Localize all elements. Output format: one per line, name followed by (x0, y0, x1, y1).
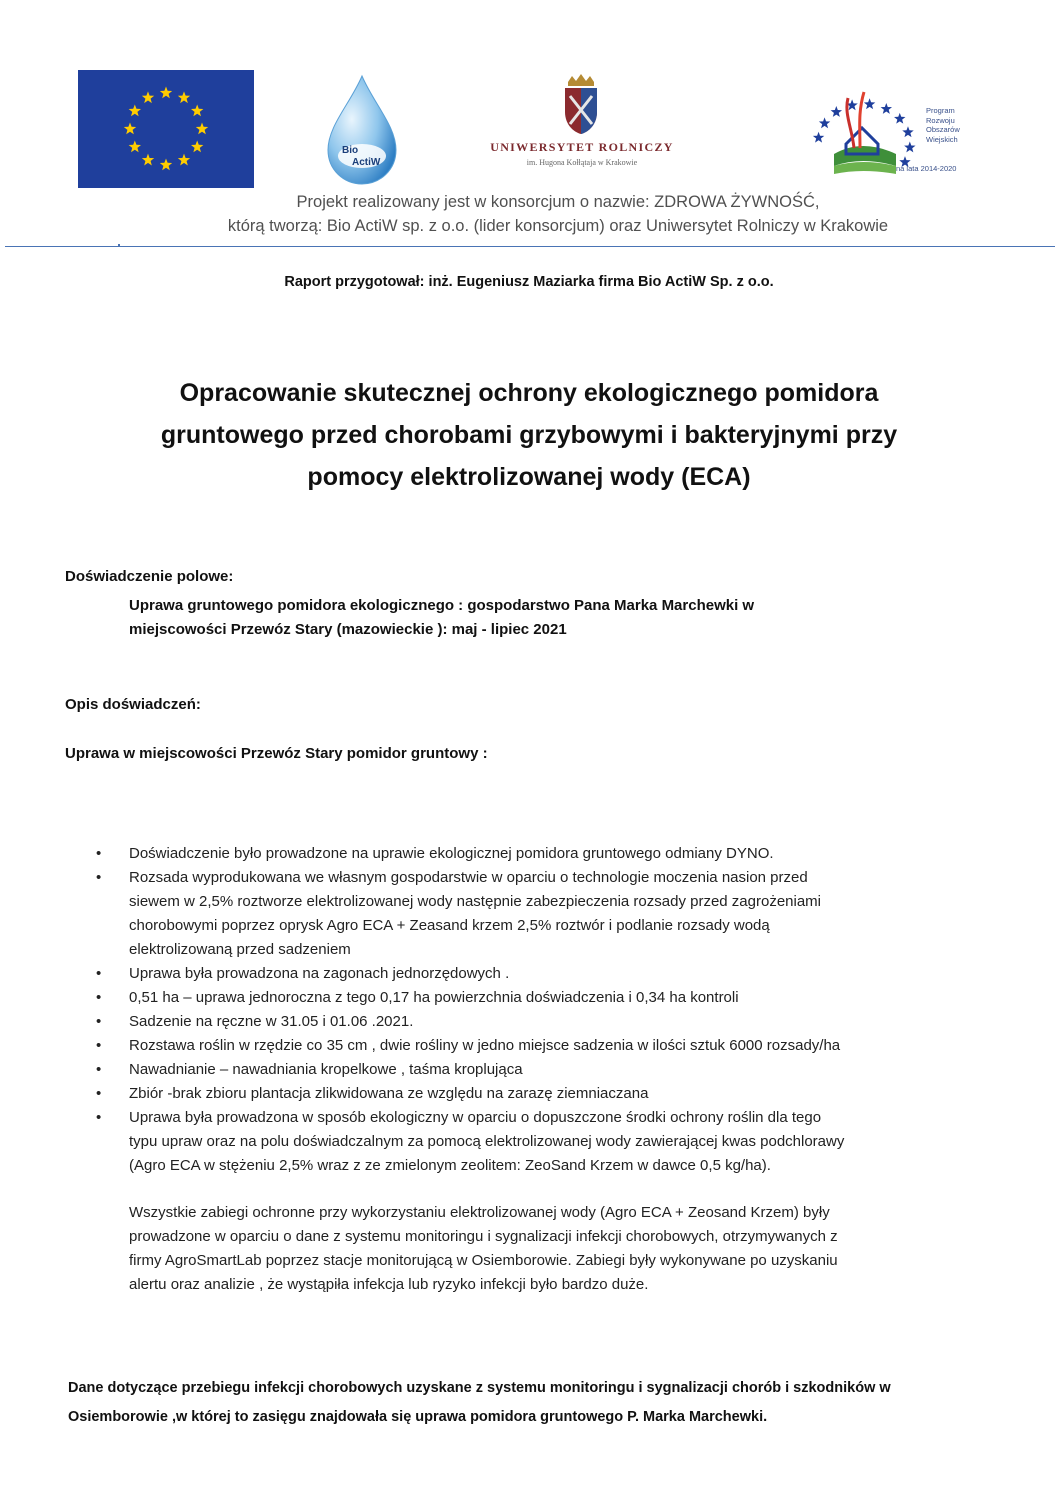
prow-star-icon (881, 103, 892, 114)
report-author: Raport przygotował: inż. Eugeniusz Maziarka firma Bio ActiW Sp. z o.o. (284, 274, 774, 290)
footer-line: Osiemborowie ,w której to zasięgu znajdowała się uprawa pomidora gruntowego P. Marka Marchewki. (68, 1409, 768, 1425)
prow-program-text (926, 106, 960, 144)
prow-text-line: Program (926, 106, 955, 115)
prow-star-icon (894, 113, 905, 124)
paragraph-line: firmy AgroSmartLab poprzez stacje monitorującą w Osiemborowie. Zabiegi były wykonywane po uzyskaniu (129, 1252, 838, 1269)
experiment-description-label: Opis doświadczeń: (65, 696, 201, 713)
title-line: gruntowego przed chorobami grzybowymi i bakteryjnymi przy (160, 421, 898, 449)
eu-star-icon (160, 159, 172, 171)
list-item (96, 1082, 1046, 1106)
list-item-line: chorobowymi poprzez oprysk Agro ECA + Zeasand krzem 2,5% roztwór i podlanie rozsady wodą (129, 917, 770, 934)
list-item (96, 986, 1046, 1010)
prow-star-icon (902, 126, 913, 137)
eu-star-icon (129, 141, 141, 153)
list-item-line: Uprawa była prowadzona na zagonach jednorzędowych . (129, 965, 510, 982)
university-name: UNIWERSYTET ROLNICZY (490, 140, 674, 154)
list-item-line: Zbiór -brak zbioru plantacja zlikwidowana ze względu na zarazę ziemniaczana (129, 1085, 649, 1102)
bullet-list (96, 842, 1046, 1178)
eu-star-icon (129, 105, 141, 117)
consortium-line: którą tworzą: Bio ActiW sp. z o.o. (lider konsorcjum) oraz Uniwersytet Rolniczy w Krakowie (227, 217, 889, 235)
eu-star-icon (191, 141, 203, 153)
list-item-line: Rozstawa roślin w rzędzie co 35 cm , dwie rośliny w jedno miejsce sadzenia w ilości sztuk 6000 rozsady/ha (129, 1037, 841, 1054)
paragraph-line: alertu oraz analizie , że wystąpiła infekcja lub ryzyko infekcji było bardzo duże. (129, 1276, 649, 1293)
bio-logo-text-1: Bio (342, 145, 359, 156)
eu-flag-icon (78, 70, 254, 188)
prow-years: na lata 2014-2020 (896, 164, 957, 173)
field-experiment-line: Uprawa gruntowego pomidora ekologicznego : gospodarstwo Pana Marka Marchewki w (129, 597, 755, 614)
list-item (96, 1010, 1046, 1034)
paragraph-line: prowadzone w oparciu o dane z systemu monitoringu i sygnalizacji infekcji chorobowych, otrzymywanych z (129, 1228, 838, 1245)
bio-logo-text-2: ActiW (352, 157, 381, 168)
cultivation-label: Uprawa w miejscowości Przewóz Stary pomidor gruntowy : (65, 745, 488, 762)
prow-star-icon (904, 141, 915, 152)
prow-star-icon (819, 117, 830, 128)
field-experiment-line: miejscowości Przewóz Stary (mazowieckie ): maj - lipiec 2021 (129, 621, 567, 638)
monitoring-data-heading (68, 1374, 891, 1432)
paragraph-line: Wszystkie zabiegi ochronne przy wykorzystaniu elektrolizowanej wody (Agro ECA + Zeosand Krzem) były (129, 1204, 830, 1221)
page-title (60, 372, 998, 498)
bio-actiw-logo (322, 70, 402, 188)
university-crest-icon (560, 72, 602, 136)
eu-stars-circle (78, 70, 254, 188)
consortium-info (120, 190, 996, 238)
list-item (96, 1106, 1046, 1178)
consortium-line: Projekt realizowany jest w konsorcjum o nazwie: ZDROWA ŻYWNOŚĆ, (296, 193, 820, 211)
title-line: pomocy elektrolizowanej wody (ECA) (307, 463, 751, 491)
list-item-line: 0,51 ha – uprawa jednoroczna z tego 0,17 ha powierzchnia doświadczenia i 0,34 ha kontroli (129, 989, 739, 1006)
list-item-line: typu upraw oraz na polu doświadczalnym za pomocą elektrolizowanej wody zawierającej kwas podchlorawy (129, 1133, 845, 1150)
protection-paragraph (129, 1201, 838, 1297)
prow-text-line: Rozwoju (926, 115, 955, 125)
eu-star-icon (178, 91, 190, 103)
field-experiment-label: Doświadczenie polowe: (65, 568, 234, 585)
title-line: Opracowanie skutecznej ochrony ekologicznego pomidora (179, 379, 879, 407)
university-logo (482, 70, 682, 188)
list-item-line: Nawadnianie – nawadniania kropelkowe , taśma kroplująca (129, 1061, 523, 1078)
header-divider (5, 246, 1055, 247)
list-item (96, 1034, 1046, 1058)
prow-text-line: Obszarów (926, 125, 960, 134)
eu-star-icon (160, 87, 172, 99)
list-item-line: elektrolizowaną przed sadzeniem (129, 941, 351, 958)
list-item (96, 842, 1046, 866)
header-divider-mark (118, 244, 120, 246)
eu-star-icon (196, 123, 208, 135)
eu-star-icon (142, 91, 154, 103)
prow-star-icon (864, 98, 875, 109)
eu-star-icon (124, 123, 136, 135)
footer-line: Dane dotyczące przebiegu infekcji chorobowych uzyskane z systemu monitoringu i sygnalizacji chorób i szkodników w (68, 1380, 891, 1396)
list-item-line: siewem w 2,5% roztworze elektrolizowanej wody następnie zabezpieczenia rozsady przed zagrożeniami (129, 893, 822, 910)
prow-star-icon (831, 106, 842, 117)
prow-star-icon (813, 132, 824, 143)
list-item-line: Doświadczenie było prowadzone na uprawie ekologicznej pomidora gruntowego odmiany DYNO. (129, 845, 774, 862)
eu-star-icon (191, 105, 203, 117)
university-subtitle: im. Hugona Kołłątaja w Krakowie (526, 158, 638, 167)
list-item-line: Uprawa była prowadzona w sposób ekologiczny w oparciu o dopuszczone środki ochrony roślin dla tego (129, 1109, 822, 1126)
prow-text-line: Wiejskich (926, 134, 958, 144)
field-experiment-description (129, 594, 754, 642)
eu-star-icon (142, 154, 154, 166)
list-item-line: Rozsada wyprodukowana we własnym gospodarstwie w oparciu o technologie moczenia nasion przed (129, 869, 808, 886)
list-item (96, 962, 1046, 986)
list-item-line: (Agro ECA w stężeniu 2,5% wraz z ze zmielonym zeolitem: ZeoSand Krzem w dawce 0,5 kg/ha). (129, 1157, 771, 1174)
list-item (96, 866, 1046, 962)
list-item (96, 1058, 1046, 1082)
eu-star-icon (178, 154, 190, 166)
prow-logo (804, 84, 982, 184)
list-item-line: Sadzenie na ręczne w 31.05 i 01.06 .2021. (129, 1013, 414, 1030)
